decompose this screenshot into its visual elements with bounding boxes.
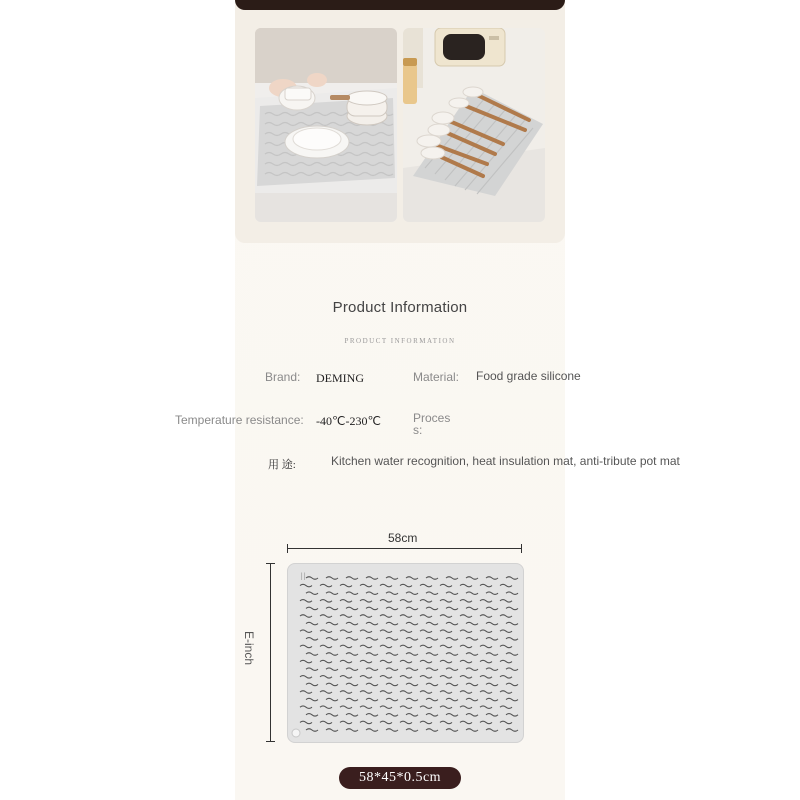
mat-wave-row xyxy=(300,600,512,603)
lifestyle-photo-utensils xyxy=(403,28,545,222)
mat-wave-rows xyxy=(300,577,518,732)
plate-stack xyxy=(285,126,349,158)
photo-dishes-illustration xyxy=(255,28,397,222)
usage-label: 用 途: xyxy=(268,459,296,471)
brand-label: Brand: xyxy=(265,370,301,384)
height-dimension-line xyxy=(270,563,271,741)
mat-wave-row xyxy=(306,638,518,641)
mat-wave-row xyxy=(300,721,512,724)
mat-wave-row xyxy=(306,698,518,701)
mat-wave-row xyxy=(300,660,512,663)
toaster-oven xyxy=(435,28,505,66)
mat-wave-row xyxy=(300,630,512,633)
mat-wave-row xyxy=(306,729,518,732)
temperature-label: Temperature resistance: xyxy=(175,413,304,427)
mat-wave-row xyxy=(306,714,518,717)
mat-wave-row xyxy=(300,645,512,648)
brand-value: DEMING xyxy=(316,371,364,385)
product-info-subtitle: PRODUCT INFORMATION xyxy=(344,337,456,345)
drying-mat-diagram xyxy=(287,563,524,743)
width-dimension-line xyxy=(287,548,522,549)
process-label xyxy=(413,412,450,436)
mat-logo-mark: II xyxy=(300,571,307,583)
mat-wave-row xyxy=(306,577,518,580)
width-dimension-label: 58cm xyxy=(388,531,418,545)
process-label-line1: Proces xyxy=(413,411,451,425)
photo-utensils-illustration xyxy=(403,28,545,222)
mat-wave-row xyxy=(306,607,518,610)
wooden-jars xyxy=(403,58,417,104)
width-dimension-tick-left xyxy=(287,544,288,553)
mat-wave-row xyxy=(300,706,512,709)
product-info-title: Product Information xyxy=(332,299,468,316)
mat-wave-pattern xyxy=(288,564,523,742)
height-dimension-tick-top xyxy=(266,563,275,564)
mat-wave-row xyxy=(306,592,518,595)
mat-wave-row xyxy=(300,615,512,618)
temperature-value: -40℃-230℃ xyxy=(316,414,381,428)
process-label-line2: s: xyxy=(413,423,423,437)
material-value: Food grade silicone xyxy=(476,369,581,383)
lifestyle-photo-dishes xyxy=(255,28,397,222)
width-dimension-tick-right xyxy=(521,544,522,553)
height-dimension-tick-bottom xyxy=(266,741,275,742)
mat-wave-row xyxy=(300,676,512,679)
hanging-hole xyxy=(292,729,300,737)
mat-wave-row xyxy=(300,691,512,694)
mat-wave-row xyxy=(306,668,518,671)
material-label: Material: xyxy=(413,370,460,384)
size-badge: 58*45*0.5cm xyxy=(339,767,461,789)
mat-wave-row xyxy=(306,683,518,686)
usage-value: Kitchen water recognition, heat insulation mat, anti-tribute pot mat xyxy=(331,454,680,468)
mat-wave-row xyxy=(306,622,518,625)
mat-wave-row xyxy=(300,584,512,587)
mat-wave-row xyxy=(306,653,518,656)
height-dimension-label: E-inch xyxy=(242,630,257,666)
